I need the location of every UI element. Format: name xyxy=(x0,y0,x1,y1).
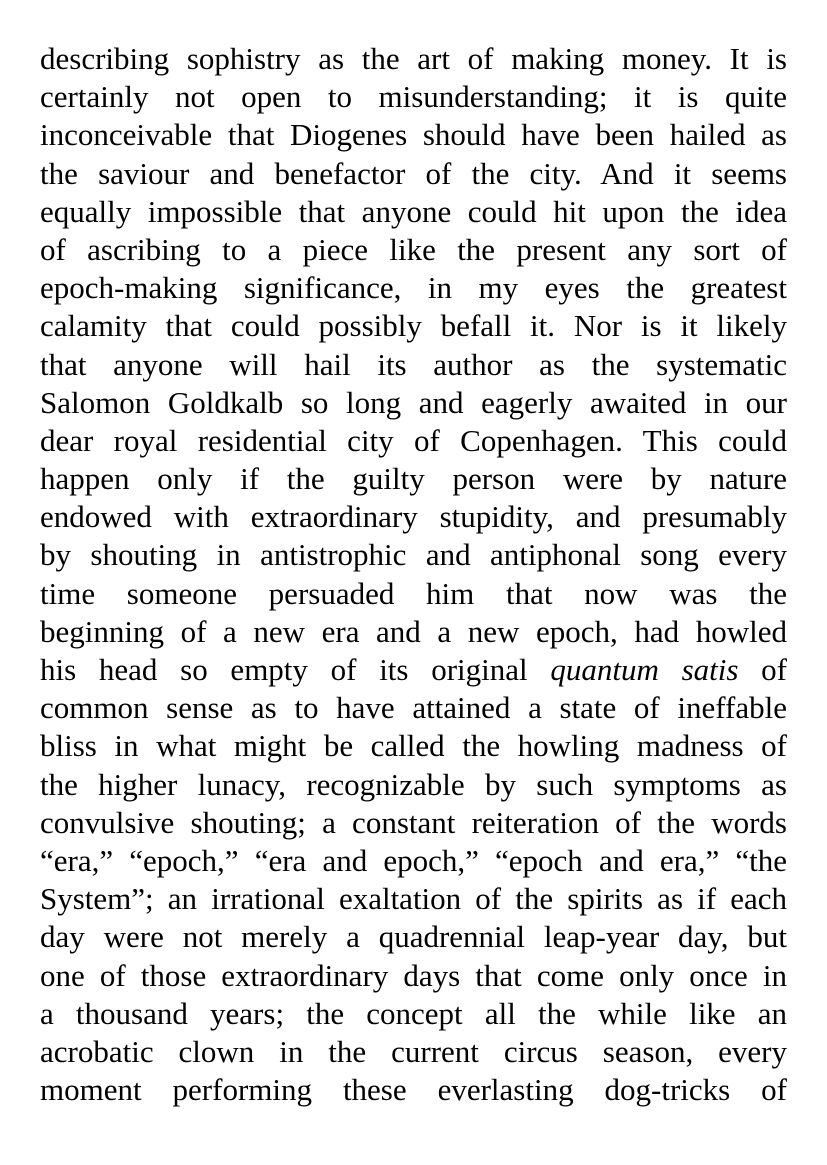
text-line: epoch-making significance, in my eyes the greatest xyxy=(40,270,787,306)
text-line: of ascribing to a piece like the present any sort of xyxy=(40,231,787,267)
text-line: “era,” “epoch,” “era and epoch,” “epoch and era,” “the xyxy=(40,842,787,878)
text-line: acrobatic clown in the current circus season, every xyxy=(40,1033,787,1069)
document-page xyxy=(40,40,787,1109)
text-line: time someone persuaded him that now was the xyxy=(40,575,787,611)
text-line: the higher lunacy, recognizable by such symptoms as xyxy=(40,766,787,802)
text-line: a thousand years; the concept all the while like an xyxy=(40,995,787,1031)
text-line: happen only if the guilty person were by nature xyxy=(40,461,787,497)
text-line: inconceivable that Diogenes should have been hailed as xyxy=(40,117,787,153)
text-line: Salomon Goldkalb so long and eagerly awaited in our xyxy=(40,384,787,420)
text-line: the saviour and benefactor of the city. And it seems xyxy=(40,155,787,191)
text-line: describing sophistry as the art of making money. It is xyxy=(40,41,787,76)
text-line: beginning of a new era and a new epoch, had howled xyxy=(40,613,787,649)
text-segment: of xyxy=(738,652,787,687)
text-line: bliss in what might be called the howling madness of xyxy=(40,728,787,764)
text-line: endowed with extraordinary stupidity, and presumably xyxy=(40,499,787,535)
text-line: by shouting in antistrophic and antiphonal song every xyxy=(40,537,787,573)
text-line: dear royal residential city of Copenhagen. This could xyxy=(40,422,787,458)
italic-phrase: quantum satis xyxy=(550,652,739,687)
text-line: System”; an irrational exaltation of the spirits as if each xyxy=(40,881,787,917)
text-segment: his head so empty of its original xyxy=(40,652,551,687)
text-line: day were not merely a quadrennial leap-year day, but xyxy=(40,919,787,955)
text-line: equally impossible that anyone could hit upon the idea xyxy=(40,193,787,229)
text-line: calamity that could possibly befall it. Nor is it likely xyxy=(40,308,787,344)
text-line-with-italic xyxy=(40,651,787,689)
text-line: certainly not open to misunderstanding; it is quite xyxy=(40,79,787,115)
text-line: one of those extraordinary days that come only once in xyxy=(40,957,787,993)
text-line: moment performing these everlasting dog-tricks of xyxy=(40,1072,787,1108)
text-line: common sense as to have attained a state of ineffable xyxy=(40,690,787,726)
text-line: convulsive shouting; a constant reiteration of the words xyxy=(40,804,787,840)
text-line: that anyone will hail its author as the systematic xyxy=(40,346,787,382)
